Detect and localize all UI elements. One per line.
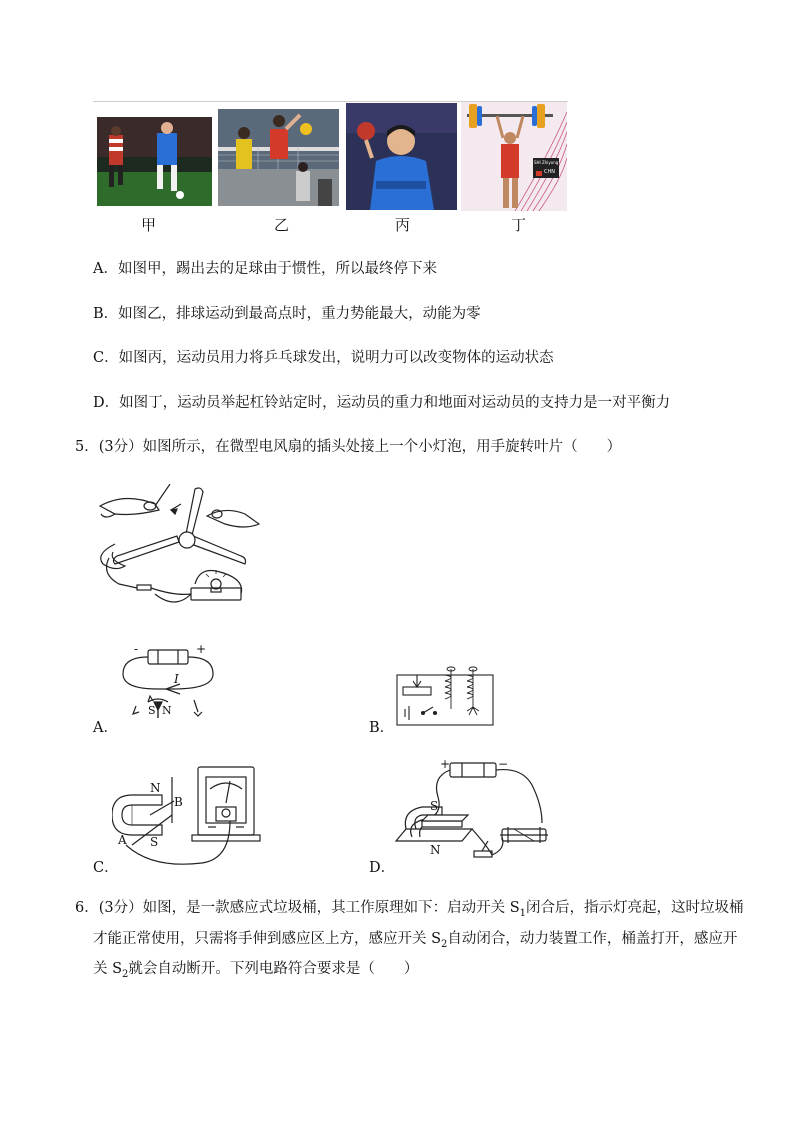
q6-line3-part-a: 关 S: [93, 961, 123, 977]
figc-a: A: [118, 833, 127, 847]
figd-minus: −: [498, 757, 509, 771]
q5-stem: 5．(3分）如图所示，在微型电风扇的插头处接上一个小灯泡，用手旋转叶片（ ）: [75, 439, 622, 455]
q6-line1-part-a: 6．(3分）如图，是一款感应式垃圾桶，其工作原理如下：启动开关 S: [75, 900, 520, 916]
q6-line1-sub: 1: [519, 907, 527, 919]
photo-table-tennis: [346, 103, 457, 210]
figc-n: N: [150, 781, 161, 795]
q5-option-b-letter: B．: [369, 720, 395, 736]
q6-line3-sub: 2: [122, 968, 129, 980]
q6-line2-part-a: 才能正常使用，只需将手伸到感应区上方，感应开关 S: [93, 931, 442, 947]
photo-label-ding: 丁: [511, 216, 527, 234]
q4-option-a: A．如图甲，踢出去的足球由于惯性，所以最终停下来: [93, 261, 437, 277]
figd-plus: +: [440, 757, 451, 771]
q5-option-d-letter: D．: [369, 860, 396, 876]
q5-fan-figure: [95, 484, 265, 612]
q6-line2-part-b: 自动闭合，动力装置工作，桶盖打开，感应开: [447, 931, 738, 947]
q5-option-c-letter: C．: [93, 860, 119, 876]
photo-label-yi: 乙: [274, 216, 290, 234]
ding-caption-line-1: SHI Zhiyong: [534, 160, 559, 165]
figa-current: I: [174, 672, 179, 686]
q6-stem-line-1: [75, 898, 744, 924]
photo-football: [97, 117, 212, 206]
ding-caption-line-2: CHN: [544, 169, 555, 175]
q5-option-a-letter: A．: [93, 720, 118, 736]
q6-line3-part-b: 就会自动断开。下列电路符合要求是（ ）: [128, 961, 419, 977]
q4-option-d: D．如图丁，运动员举起杠铃站定时，运动员的重力和地面对运动员的支持力是一对平衡力: [93, 395, 671, 411]
figc-b: B: [174, 795, 183, 809]
q6-stem-line-2: [93, 929, 737, 955]
photo-label-jia: 甲: [141, 216, 157, 234]
q6-line1-part-b: 闭合后，指示灯亮起，这时垃圾桶: [526, 900, 744, 916]
q6-line2-sub: 2: [441, 938, 448, 950]
photo-label-bing: 丙: [395, 216, 411, 234]
figa-plus: +: [196, 642, 207, 656]
figd-s: S: [430, 799, 439, 813]
photo-weightlifting: [461, 102, 567, 211]
q5-option-a-figure: [118, 644, 218, 724]
figa-n: N: [162, 704, 172, 717]
figd-n: N: [430, 843, 441, 857]
figa-minus: -: [134, 642, 139, 656]
q4-option-b: B．如图乙，排球运动到最高点时，重力势能最大，动能为零: [93, 306, 481, 322]
q5-option-c-figure: [112, 763, 264, 869]
q5-option-b-figure: [393, 665, 497, 727]
figa-s: S: [148, 704, 156, 717]
figc-s: S: [150, 835, 159, 849]
q6-stem-line-3: [93, 959, 418, 985]
q5-option-d-figure: [392, 757, 556, 863]
photo-volleyball: [218, 109, 339, 206]
q4-option-c: C．如图丙，运动员用力将乒乓球发出，说明力可以改变物体的运动状态: [93, 350, 554, 366]
